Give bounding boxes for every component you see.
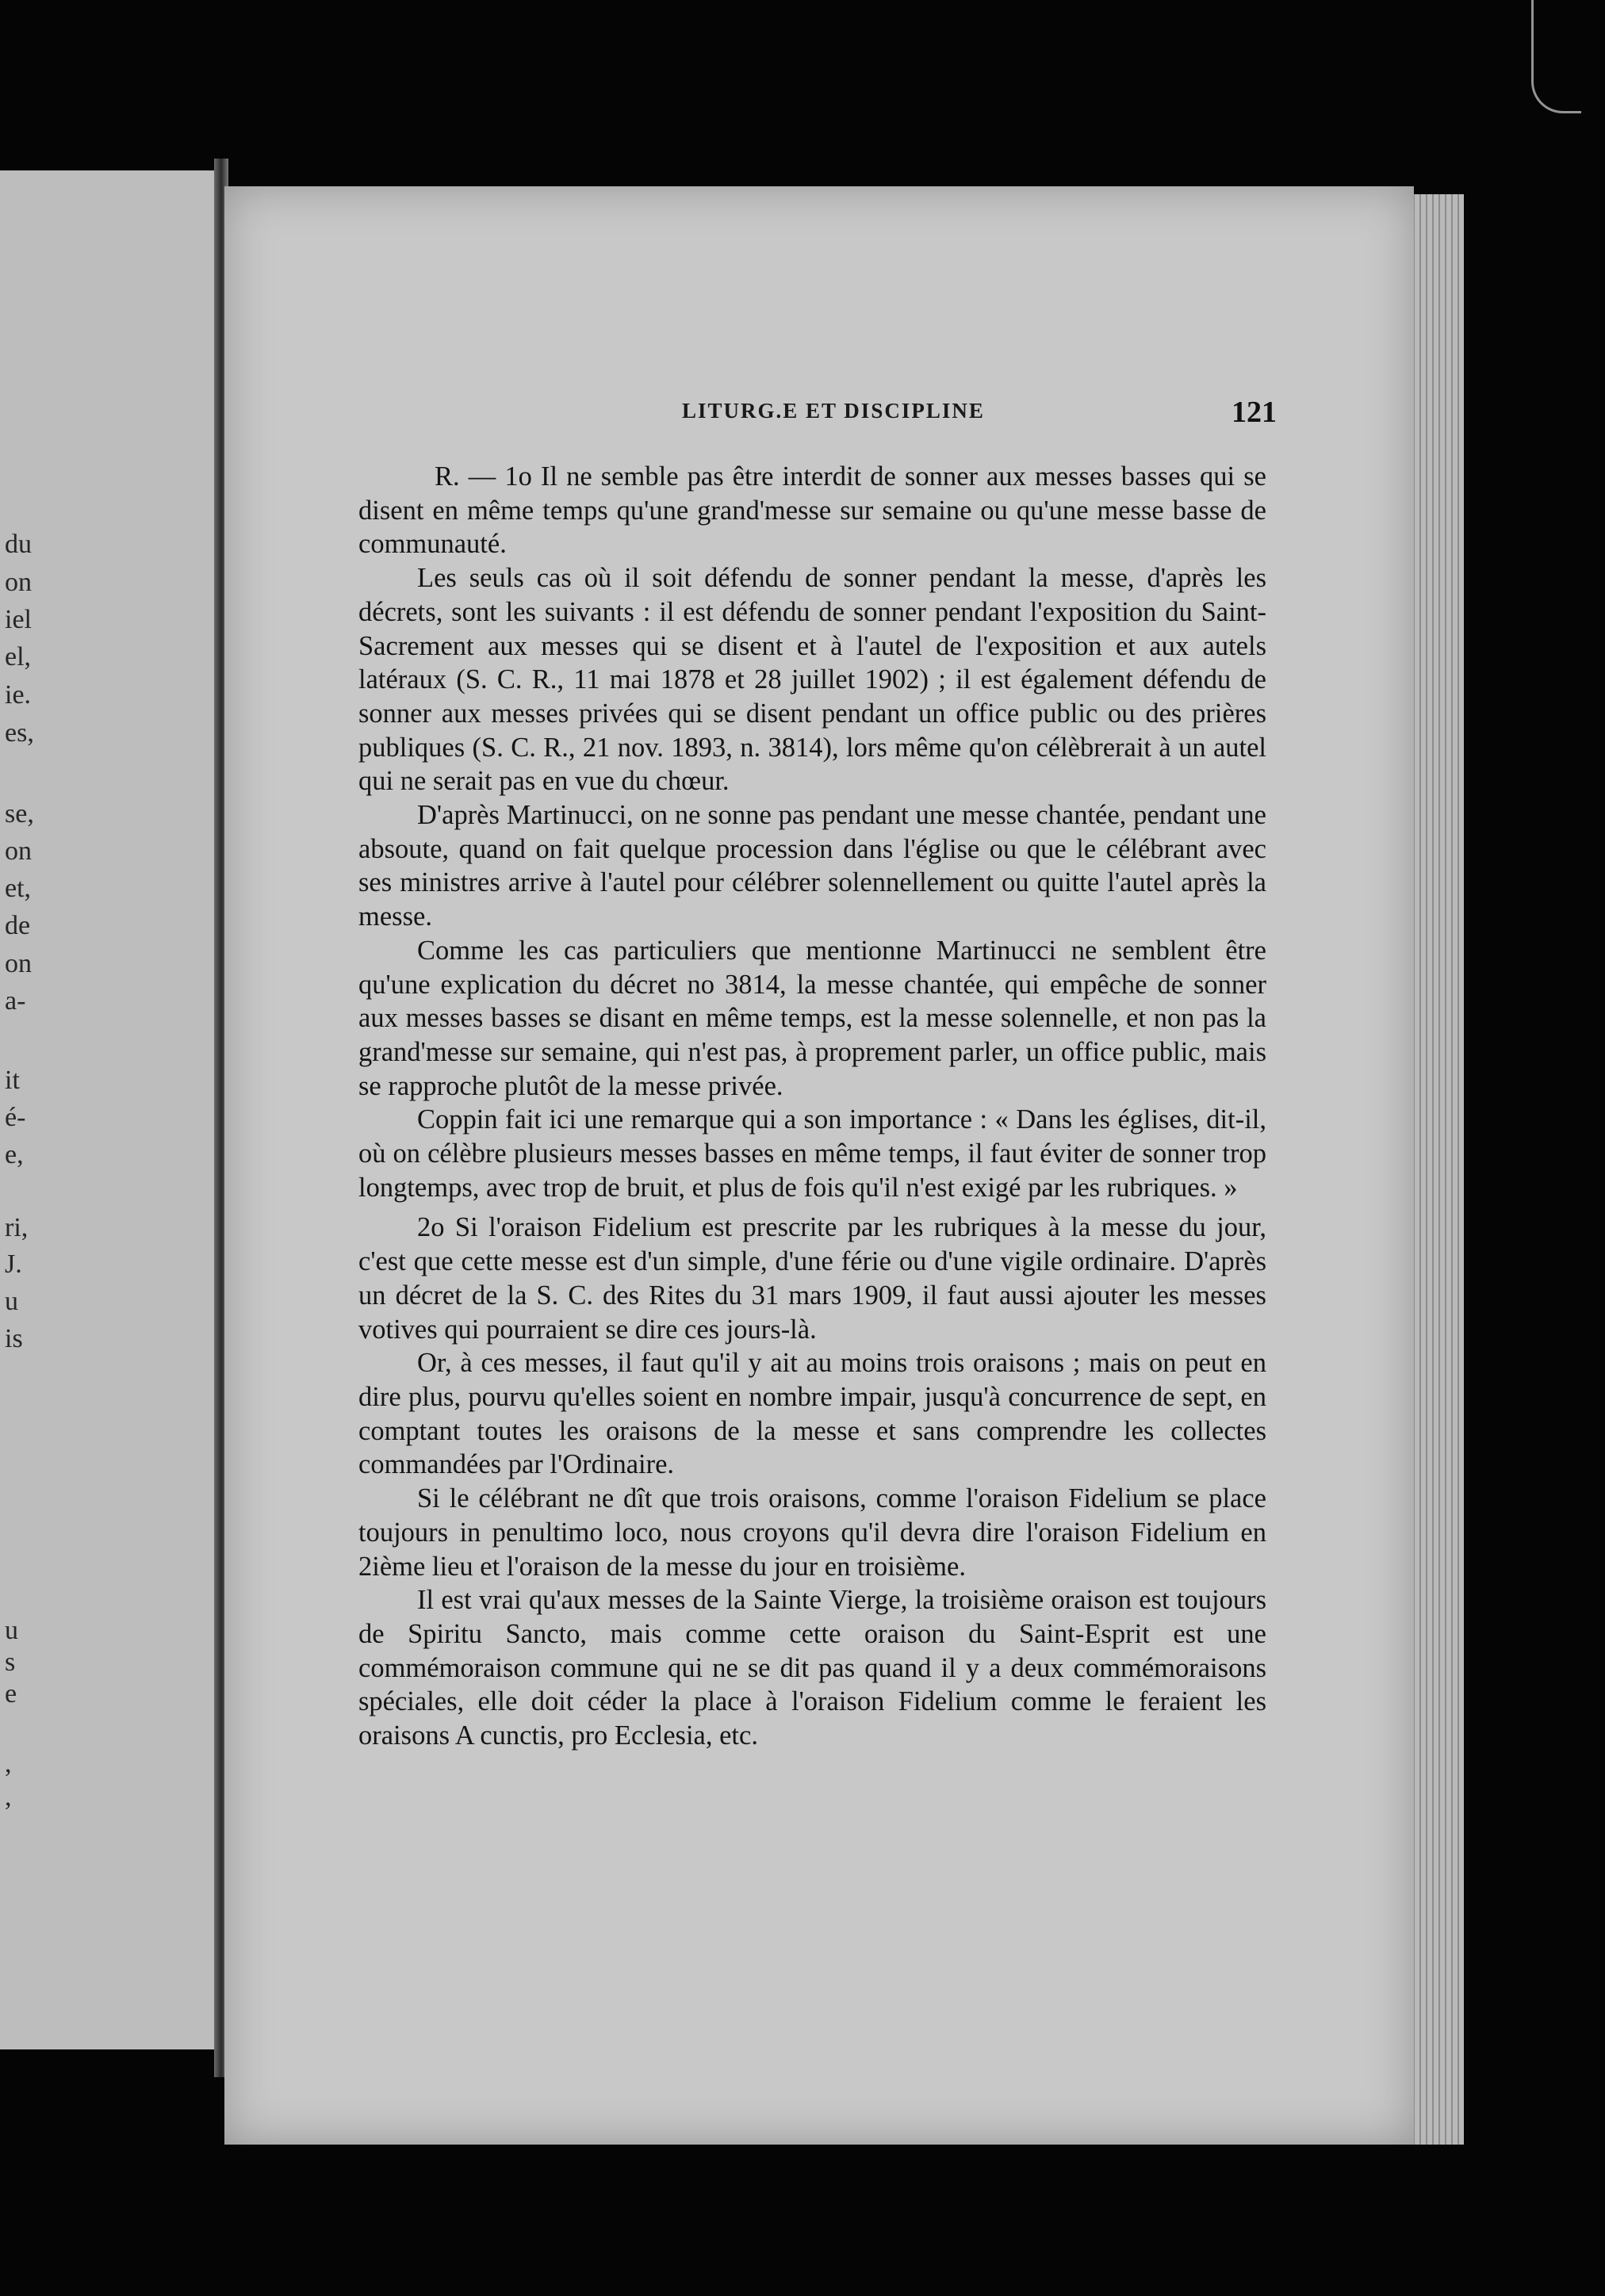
paragraph: Les seuls cas où il soit défendu de sonner pendant la messe, d'après les décrets, sont les suivants : il est défendu de sonner pendant l'exposition du Saint-Sacrement aux messes qui se disent et à l'autel de l'exposition et aux autels latéraux (S. C. R., 11 mai 1878 et 28 juillet 1902) ; il est également défendu de sonner aux messes privées qui se disent pendant un office public ou des prières publiques (S. C. R., 21 nov. 1893, n. 3814), lors même qu'on célèbrerait à un autel qui ne serait pas en vue du chœur. bbox=[358, 563, 1266, 797]
left-page-fragment: u bbox=[5, 1287, 18, 1316]
left-page-fragment: on bbox=[5, 836, 32, 866]
left-page-fragment: du bbox=[5, 530, 32, 559]
paragraph: Coppin fait ici une remarque qui a son importance : « Dans les églises, dit-il, où on célèbre plusieurs messes basses en même temps, il faut éviter de sonner trop longtemps, avec trop de bruit, et plus de fois qu'il n'est exigé par les rubriques. » bbox=[358, 1104, 1266, 1203]
left-page-fragment: s bbox=[5, 1647, 16, 1677]
paragraph: Or, à ces messes, il faut qu'il y ait au moins trois oraisons ; mais on peut en dire plus, pourvu qu'elles soient en nombre impair, jusqu'à concurrence de sept, en comptant toutes les oraisons de la messe et sans comprendre les collectes commandées par l'Ordinaire. bbox=[358, 1348, 1266, 1480]
left-page-fragment: J. bbox=[5, 1249, 22, 1279]
left-page-fragment: ie. bbox=[5, 680, 32, 710]
paragraph: R. — 1o Il ne semble pas être interdit de sonner aux messes basses qui se disent en même temps qu'une grand'messe sur semaine ou qu'une messe basse de communauté. bbox=[358, 461, 1266, 560]
left-page-fragment: on bbox=[5, 949, 32, 978]
left-page-fragment: e bbox=[5, 1679, 17, 1709]
running-head: LITURG.E ET DISCIPLINE bbox=[682, 399, 985, 423]
left-page-fragment: e, bbox=[5, 1140, 24, 1169]
left-page-fragment: on bbox=[5, 568, 32, 597]
left-page-fragment: ri, bbox=[5, 1213, 29, 1242]
page-number: 121 bbox=[1232, 396, 1277, 429]
left-page-fragment: el, bbox=[5, 642, 32, 672]
left-page-fragment: u bbox=[5, 1616, 18, 1645]
left-page-fragment: se, bbox=[5, 799, 34, 828]
left-page-fragment: et, bbox=[5, 874, 32, 903]
left-page-fragment: a- bbox=[5, 986, 26, 1016]
left-page-fragment: iel bbox=[5, 605, 32, 634]
left-page-fragment: es, bbox=[5, 718, 34, 748]
paragraph: Comme les cas particuliers que mentionne Martinucci ne semblent être qu'une explication du décret no 3814, la messe chantée, qui empêche de sonner aux messes basses se disant en même temps, est la messe solennelle, et non pas la grand'messe sur semaine, qui n'est pas, à proprement parler, un office public, mais se rapproche plutôt de la messe privée. bbox=[358, 935, 1266, 1101]
left-page-fragment: , bbox=[5, 1749, 12, 1778]
paragraph: 2o Si l'oraison Fidelium est prescrite par les rubriques à la messe du jour, c'est que cette messe est d'un simple, d'une férie ou d'une vigile ordinaire. D'après un décret de la S. C. des Rites du 31 mars 1909, il faut aussi ajouter les messes votives qui pourraient se dire ces jours-là. bbox=[358, 1212, 1266, 1345]
left-page-fragment: de bbox=[5, 911, 31, 940]
body-text bbox=[358, 460, 1266, 1753]
paragraph: Si le célébrant ne dît que trois oraisons, comme l'oraison Fidelium se place toujours in penultimo loco, nous croyons qu'il devra dire l'oraison Fidelium en 2ième lieu et l'oraison de la messe du jour en troisième. bbox=[358, 1483, 1266, 1582]
paragraph: D'après Martinucci, on ne sonne pas pendant une messe chantée, pendant une absoute, quand on fait quelque procession dans l'église ou que le célébrant avec ses ministres arrive à l'autel pour célébrer solennellement ou quitte l'autel après la messe. bbox=[358, 800, 1266, 932]
left-page-fragment: é- bbox=[5, 1103, 26, 1132]
left-page-fragment: it bbox=[5, 1066, 20, 1095]
paragraph: Il est vrai qu'aux messes de la Sainte Vierge, la troisième oraison est toujours de Spiritu Sancto, mais comme cette oraison du Saint-Esprit est une commémoraison commune qui ne se dit pas quand il y a deux commémoraisons spéciales, elle doit céder la place à l'oraison Fidelium comme le feraient les oraisons A cunctis, pro Ecclesia, etc. bbox=[358, 1585, 1266, 1751]
paper-curl bbox=[1531, 0, 1581, 113]
left-page bbox=[0, 170, 220, 2049]
left-page-fragment: is bbox=[5, 1324, 23, 1353]
left-page-fragment: , bbox=[5, 1782, 12, 1812]
